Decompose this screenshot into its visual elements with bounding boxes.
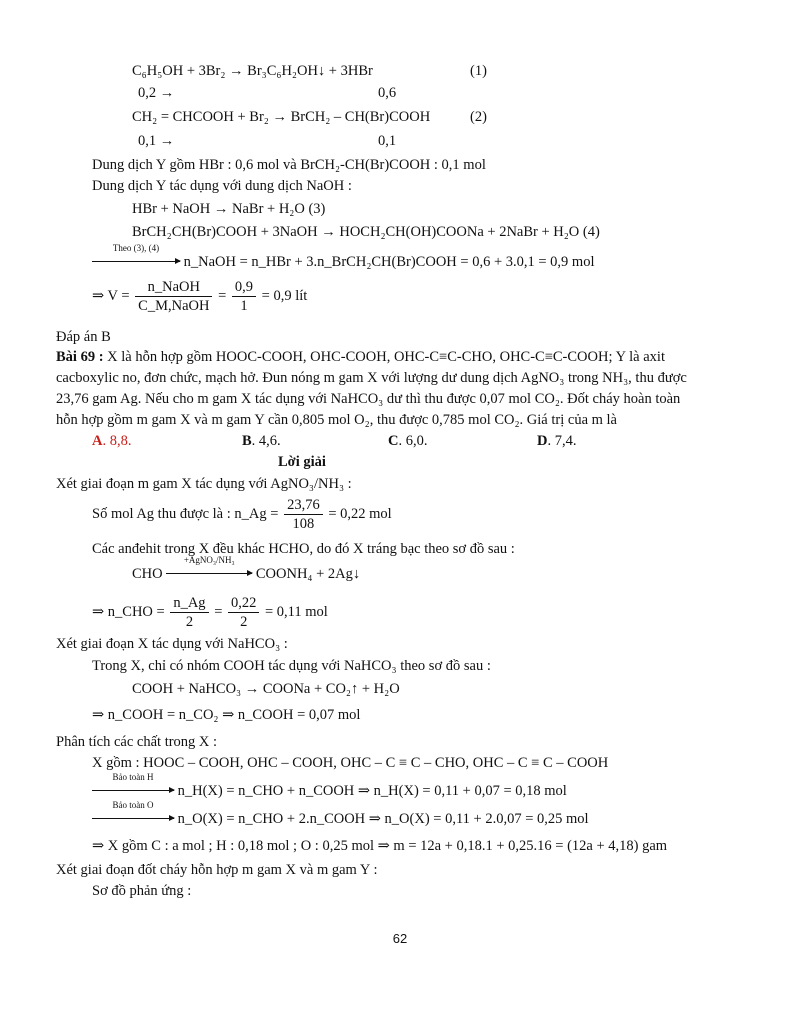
equation-1-left-amount: 0,2 → (138, 85, 175, 101)
text-y-composition: Dung dịch Y gồm HBr : 0,6 mol và BrCH₂-CH(Br)COOH : 0,1 mol (92, 157, 486, 173)
fraction-numerator: 0,22 (228, 594, 259, 613)
section-2-note: Trong X, chỉ có nhóm COOH tác dụng với NaHCO₃ theo sơ đồ sau : (92, 658, 491, 674)
fraction-numerator: n_Ag (170, 594, 208, 613)
previous-answer: Đáp án B (56, 329, 111, 345)
problem-title: Bài 69 : (56, 349, 104, 365)
option-letter: C (388, 433, 399, 449)
scheme-right: COONH₄ + 2Ag↓ (255, 566, 361, 582)
problem-line-4: hỗn hợp gồm m gam X và m gam Y cần 0,805 mol O₂, thu được 0,785 mol CO₂. Giá trị của m là (56, 412, 617, 428)
problem-line-3: 23,76 gam Ag. Nếu cho m gam X tác dụng với NaHCO₃ dư thì thu được 0,07 mol CO₂. Đốt cháy hoàn toàn (56, 391, 681, 407)
section-3-heading: Phân tích các chất trong X : (56, 734, 218, 750)
equation-1: C₆H₅OH + 3Br₂ → Br₃C₆H₂OH↓ + 3HBr (132, 63, 373, 79)
arrow-label: Theo (3), (4) (112, 243, 160, 253)
equation-1-right-amount: 0,6 (378, 85, 397, 101)
cho-prefix: ⇒ n_CHO = (92, 603, 165, 620)
text-y-naoh: Dung dịch Y tác dụng với dung dịch NaOH : (92, 178, 352, 194)
equation-3: HBr + NaOH → NaBr + H₂O (3) (132, 201, 326, 217)
o-conservation (92, 800, 589, 828)
cho-calculation (92, 594, 328, 631)
section-1-heading: Xét giai đoạn m gam X tác dụng với AgNO₃/NH₃ : (56, 476, 352, 492)
equals-sign: = (218, 287, 227, 304)
silver-scheme (132, 555, 361, 583)
fraction-denominator: 1 (240, 298, 248, 315)
fraction-denominator: C_M,NaOH (138, 298, 210, 315)
fraction-n-over-c (135, 278, 212, 315)
fraction-numerator: 23,76 (284, 496, 323, 515)
o-expression: n_O(X) = n_CHO + 2.n_COOH ⇒ n_O(X) = 0,11 + 2.0,07 = 0,25 mol (177, 811, 589, 827)
problem-line-2: cacboxylic no, đơn chức, mạch hở. Đun nóng m gam X với lượng dư dung dịch AgNO₃ trong NH₃, thu được (56, 370, 687, 386)
calc-naoh (92, 243, 595, 271)
equals-sign: = (214, 603, 223, 620)
section-1-note: Các anđehit trong X đều khác HCHO, do đó X tráng bạc theo sơ đồ sau : (92, 541, 515, 557)
arrow-with-label (166, 555, 252, 583)
nahco3-scheme: COOH + NaHCO₃ → COONa + CO₂↑ + H₂O (132, 681, 400, 697)
problem-line-1 (56, 348, 665, 366)
equation-1-number: (1) (470, 63, 487, 79)
fraction-numerator: 0,9 (232, 278, 256, 297)
fraction-denominator: 2 (185, 614, 194, 631)
fraction-cho-values (228, 594, 259, 631)
arrow-label: Bảo toàn H (112, 772, 154, 782)
option-letter: B (242, 433, 252, 449)
fraction-values (232, 278, 256, 315)
option-d (537, 432, 576, 450)
fraction-numerator: n_NaOH (135, 278, 212, 297)
h-expression: n_H(X) = n_CHO + n_COOH ⇒ n_H(X) = 0,11 + 0,07 = 0,18 mol (177, 783, 567, 799)
arrow-label: Bảo toàn O (112, 800, 154, 810)
arrow-label: +AgNO₃/NH₃ (183, 555, 235, 565)
calc-volume-prefix: ⇒ V = (92, 287, 130, 304)
option-b (242, 432, 281, 450)
page-number: 62 (392, 931, 408, 946)
fraction-denominator: 108 (292, 516, 315, 533)
x-composition: X gồm : HOOC – COOH, OHC – COOH, OHC – C ≡ C – CHO, OHC – C ≡ C – COOH (92, 755, 609, 771)
solution-title: Lời giải (278, 454, 326, 470)
option-letter: D (537, 433, 548, 449)
section-4-note: Sơ đồ phản ứng : (92, 883, 192, 899)
ag-result: = 0,22 mol (328, 505, 392, 522)
option-letter: A (92, 433, 103, 449)
fraction-ag (284, 496, 323, 533)
ag-prefix: Số mol Ag thu được là : n_Ag = (92, 505, 279, 522)
equation-2-right-amount: 0,1 (378, 133, 397, 149)
calc-volume (92, 278, 307, 315)
equation-4: BrCH₂CH(Br)COOH + 3NaOH → HOCH₂CH(OH)COONa + 2NaBr + H₂O (4) (132, 224, 600, 240)
equation-2-number: (2) (470, 109, 487, 125)
equation-2: CH₂ = CHCOOH + Br₂ → BrCH₂ – CH(Br)COOH (132, 109, 431, 125)
problem-text: X là hỗn hợp gồm HOOC-COOH, OHC-COOH, OHC-C≡C-CHO, OHC-C≡C-COOH; Y là axit (107, 349, 665, 365)
scheme-left: CHO (132, 566, 163, 582)
section-2-heading: Xét giai đoạn X tác dụng với NaHCO₃ : (56, 636, 288, 652)
fraction-denominator: 2 (240, 614, 248, 631)
h-conservation (92, 772, 567, 800)
ag-calculation (92, 496, 392, 533)
option-text: . 7,4. (547, 433, 577, 449)
option-c (388, 432, 427, 450)
calc-naoh-expression: n_NaOH = n_HBr + 3.n_BrCH₂CH(Br)COOH = 0,6 + 3.0,1 = 0,9 mol (183, 254, 595, 270)
fraction-cho (170, 594, 208, 631)
option-text: . 4,6. (251, 433, 281, 449)
arrow-with-label (92, 772, 174, 800)
cooh-result: ⇒ n_COOH = n_CO₂ ⇒ n_COOH = 0,07 mol (92, 707, 361, 723)
cho-result: = 0,11 mol (265, 603, 328, 620)
arrow-with-label (92, 800, 174, 828)
x-summary: ⇒ X gồm C : a mol ; H : 0,18 mol ; O : 0,25 mol ⇒ m = 12a + 0,18.1 + 0,25.16 = (12a + 4,18) gam (92, 838, 668, 854)
calc-volume-result: = 0,9 lít (261, 287, 308, 304)
arrow-with-label (92, 243, 180, 271)
equation-2-left-amount: 0,1 → (138, 133, 175, 149)
option-text: . 8,8. (102, 433, 132, 449)
section-4-heading: Xét giai đoạn đốt cháy hỗn hợp m gam X và m gam Y : (56, 862, 378, 878)
option-text: . 6,0. (398, 433, 428, 449)
option-a (92, 432, 131, 450)
